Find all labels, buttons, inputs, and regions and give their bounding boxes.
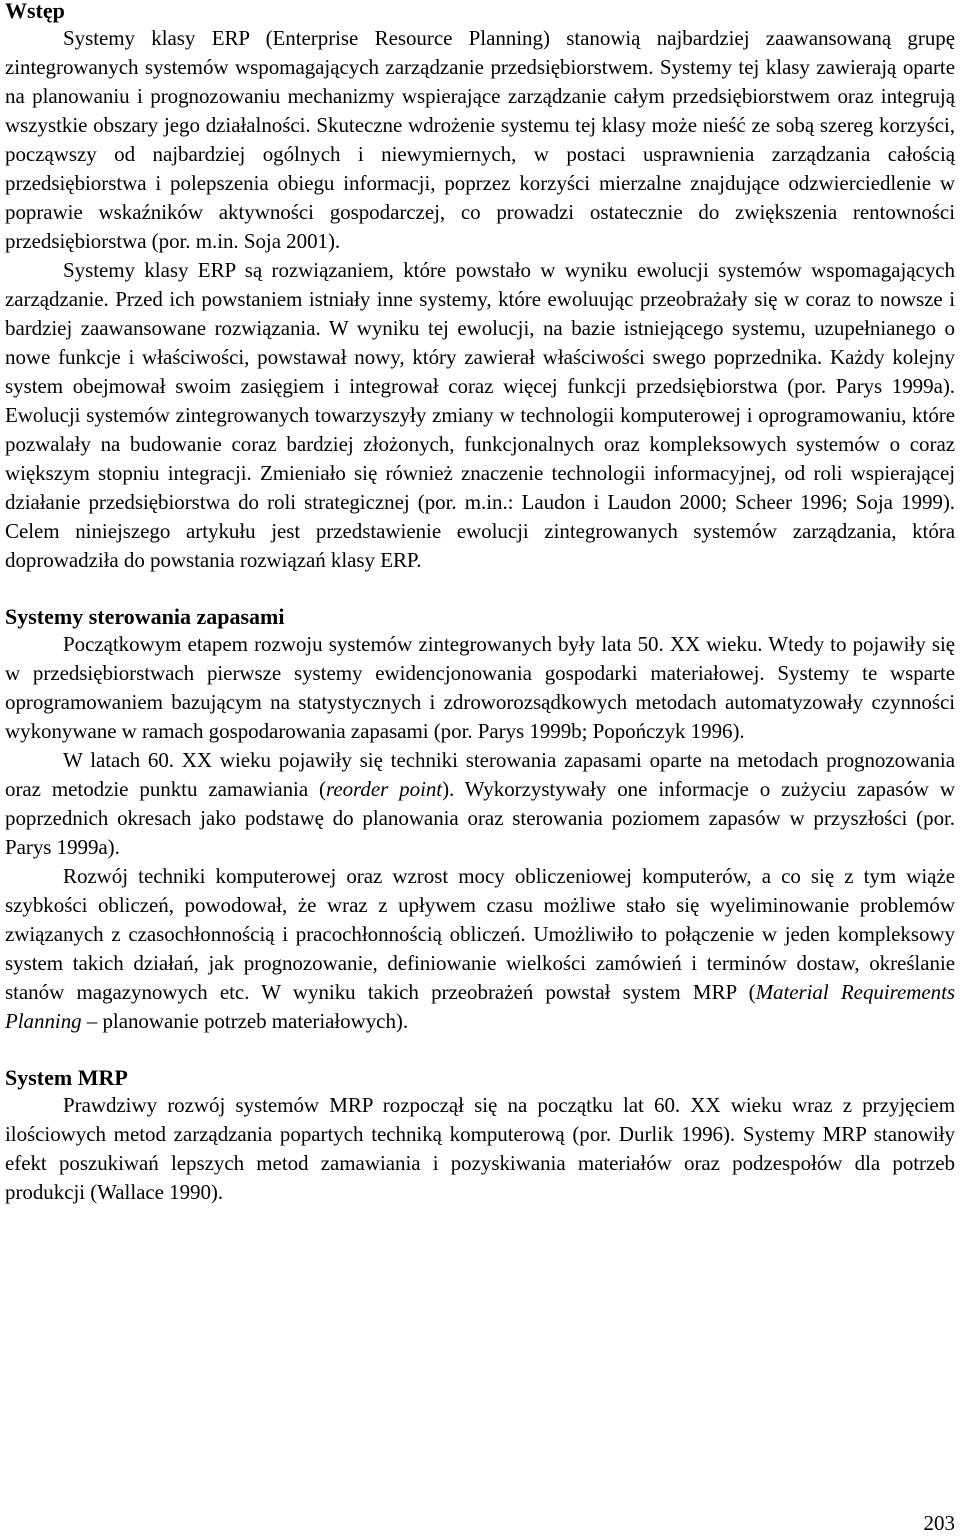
paragraph-text: Prawdziwy rozwój systemów MRP rozpoczął się na początku lat 60. XX wieku wraz z przyjęciem ilościowych metod zarządzania popartych techniką komputerową (por. Durlik 1996). Systemy MRP stanowiły efekt poszukiwań lepszych metod zamawiania i pozyskiwania materiałów oraz podzespołów dla potrzeb produkcji (Wallace 1990). [5,1093,955,1204]
paragraph-text: Rozwój techniki komputerowej oraz wzrost mocy obliczeniowej komputerów, a co się z tym wiąże szybkości obliczeń, powodował, że wraz z upływem czasu możliwe stało się wyeliminowanie problemów związanych z czasochłonnością i pracochłonnością obliczeń. Umożliwiło to połączenie w jeden kompleksowy system takich działań, jak prognozowanie, definiowanie wielkości zamówień i terminów dostaw, określanie stanów magazynowych etc. W wyniku takich przeobrażeń powstał system MRP ( [5,864,955,1004]
paragraph-intro-1 [5,24,955,256]
paragraph-text: planowanie potrzeb materiałowych). [102,1009,409,1033]
section-heading-wstep: Wstęp [5,0,65,23]
paragraph-inventory-1 [5,630,955,746]
paragraph-text: W latach 60. XX wieku pojawiły się techniki sterowania zapasami oparte na metodach prognozowania oraz metodzie punktu zamawiania ( [5,748,955,801]
italic-term: reorder point [325,777,443,801]
paragraph-text: Systemy klasy ERP są rozwiązaniem, które powstało w wyniku ewolucji systemów wspomagających zarządzanie. Przed ich powstaniem istniały inne systemy, które ewoluując przeobrażały się w coraz to nowsze i bardziej zaawansowane rozwiązania. W wyniku tej ewolucji, na bazie istniejącego systemu, uzupełnianego o nowe funkcje i właściwości, powstawał nowy, który zawierał właściwości swego poprzednika. Każdy kolejny system obejmował swoim zasięgiem i integrował coraz więcej funkcji przedsiębiorstwa (por. Parys 1999a). Ewolucji systemów zintegrowanych towarzyszyły zmiany w technologii komputerowej i oprogramowaniu, które pozwalały na budowanie coraz bardziej złożonych, funkcjonalnych oraz kompleksowych systemów o coraz większym stopniu integracji. Zmieniało się również znaczenie technologii informacyjnej, od roli wspierającej działanie przedsiębiorstwa do roli strategicznej (por. m.in.: Laudon i Laudon 2000; Scheer 1996; Soja 1999). Celem niniejszego artykułu jest przedstawienie ewolucji zintegrowanych systemów zarządzania, która doprowadziła do powstania rozwiązań klasy ERP. [5,258,955,572]
section-heading-inventory-control: Systemy sterowania zapasami [5,604,285,629]
document-page [5,0,955,1207]
paragraph-text: Systemy klasy ERP (Enterprise Resource Planning) stanowią najbardziej zaawansowaną grupę zintegrowanych systemów wspomagających zarządzanie przedsiębiorstwem. Systemy tej klasy zawierają oparte na planowaniu i prognozowaniu mechanizmy wspierające zarządzanie całym przedsiębiorstwem oraz integrują wszystkie obszary jego działalności. Skuteczne wdrożenie systemu tej klasy może nieść ze sobą szereg korzyści, począwszy od najbardziej ogólnych i niewymiernych, w postaci usprawnienia zarządzania całością przedsiębiorstwa i polepszenia obiegu informacji, poprzez korzyści mierzalne znajdujące odzwierciedlenie w poprawie wskaźników aktywności gospodarczej, co prowadzi ostatecznie do zwiększenia rentowności przedsiębiorstwa (por. m.in. Soja 2001). [5,26,955,253]
paragraph-text: ). Wykorzystywały one informacje o zużyciu zapasów w poprzednich okresach jako podstawę do planowania oraz sterowania poziomem zapasów w przyszłości (por. Parys 1999a). [5,777,955,859]
paragraph-inventory-3 [5,862,955,1036]
paragraph-text: Początkowym etapem rozwoju systemów zintegrowanych były lata 50. XX wieku. Wtedy to pojawiły się w przedsiębiorstwach pierwsze systemy ewidencjonowania gospodarki materiałowej. Systemy te wsparte oprogramowaniem bazującym na statystycznych i zdroworozsądkowych metodach automatyzowały czynności wykonywane w ramach gospodarowania zapasami (por. Parys 1999b; Popończyk 1996). [5,632,955,743]
page-number: 203 [923,1511,955,1535]
italic-term: Material Requirements Planning – [5,980,955,1033]
paragraph-mrp-1 [5,1091,955,1207]
paragraph-intro-2 [5,256,955,575]
paragraph-inventory-2 [5,746,955,862]
section-heading-mrp: System MRP [5,1065,128,1090]
